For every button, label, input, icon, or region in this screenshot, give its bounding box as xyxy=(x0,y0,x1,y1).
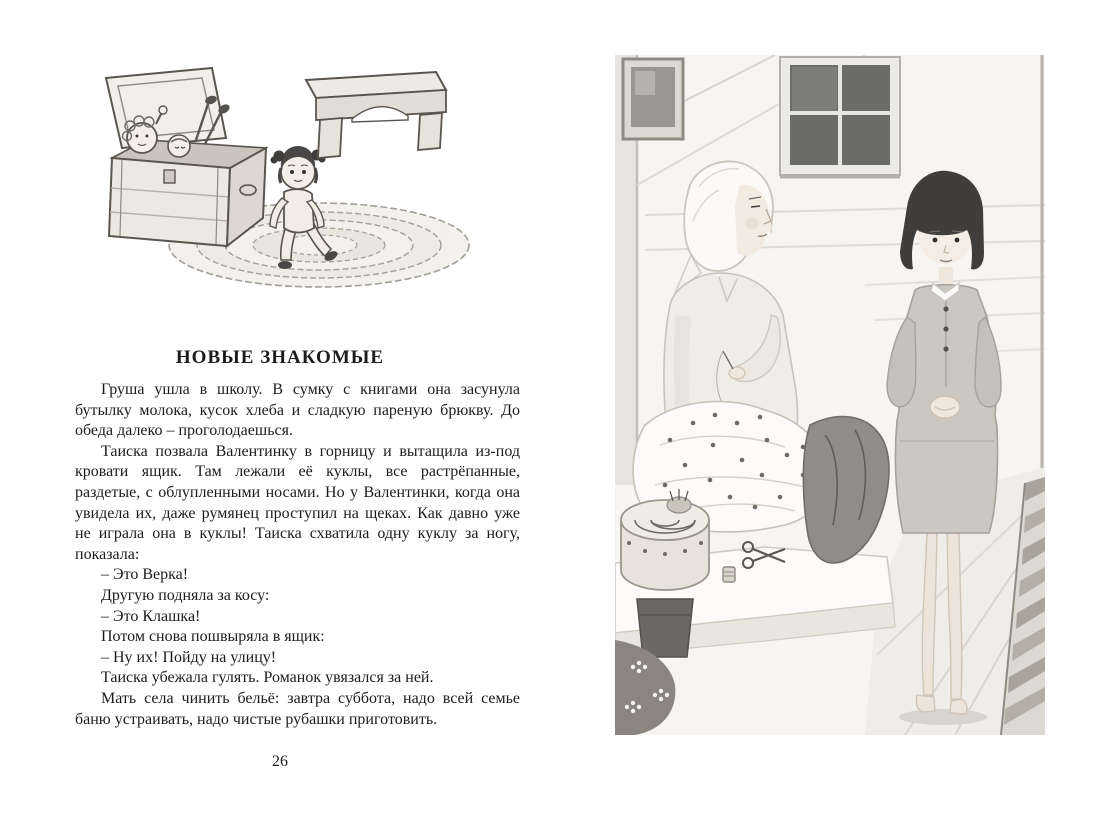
right-page xyxy=(615,55,1045,735)
illustration-dolls-trunk xyxy=(83,60,485,295)
paragraph: Другую подняла за косу: xyxy=(101,586,270,604)
paragraph: Груша ушла в школу. В сумку с книгами она засунула бутылку молока, кусок хлеба и сладкую пареную брюкву. До обеда далеко – проголодаешься. xyxy=(75,381,520,440)
body-text xyxy=(75,380,520,730)
basket-stand xyxy=(637,599,693,657)
paragraph: Мать села чинить бельё: завтра суббота, надо всей семье баню устраивать, надо чистые рубашки приготовить. xyxy=(75,689,520,728)
foot xyxy=(916,695,935,712)
paragraph: – Это Верка! xyxy=(101,566,189,584)
paragraph: – Это Клашка! xyxy=(101,607,201,625)
picture-frame xyxy=(623,59,683,139)
page-number: 26 xyxy=(272,753,288,770)
trunk-illustration xyxy=(106,68,266,246)
thread-spool xyxy=(723,567,735,582)
hand xyxy=(729,367,745,379)
window xyxy=(780,57,900,177)
chapter-title: НОВЫЕ ЗНАКОМЫЕ xyxy=(175,347,385,368)
bench-illustration xyxy=(306,72,446,158)
paragraph: – Ну их! Пойду на улицу! xyxy=(101,648,277,666)
paragraph: Таиска позвала Валентинку в горницу и вытащила из-под кровати ящик. Там лежали её куклы, все растрёпанные, раздетые, с облупленными носами. Но у Валентинки, когда она увидела их, даже румянец проступил на щеках. Как давно уже не играла она в куклы! Таиска схватила одну куклу за ногу, показала: xyxy=(75,442,520,563)
neck xyxy=(939,267,953,285)
left-page xyxy=(75,60,520,790)
paragraph: Потом снова пошвыряла в ящик: xyxy=(101,628,325,646)
foot xyxy=(950,699,967,714)
clasped-hands xyxy=(930,396,960,418)
illustration-woman-and-girl xyxy=(615,55,1045,735)
floor-shadow xyxy=(899,709,987,725)
paragraph: Таиска убежала гулять. Романок увязался за ней. xyxy=(101,669,434,687)
